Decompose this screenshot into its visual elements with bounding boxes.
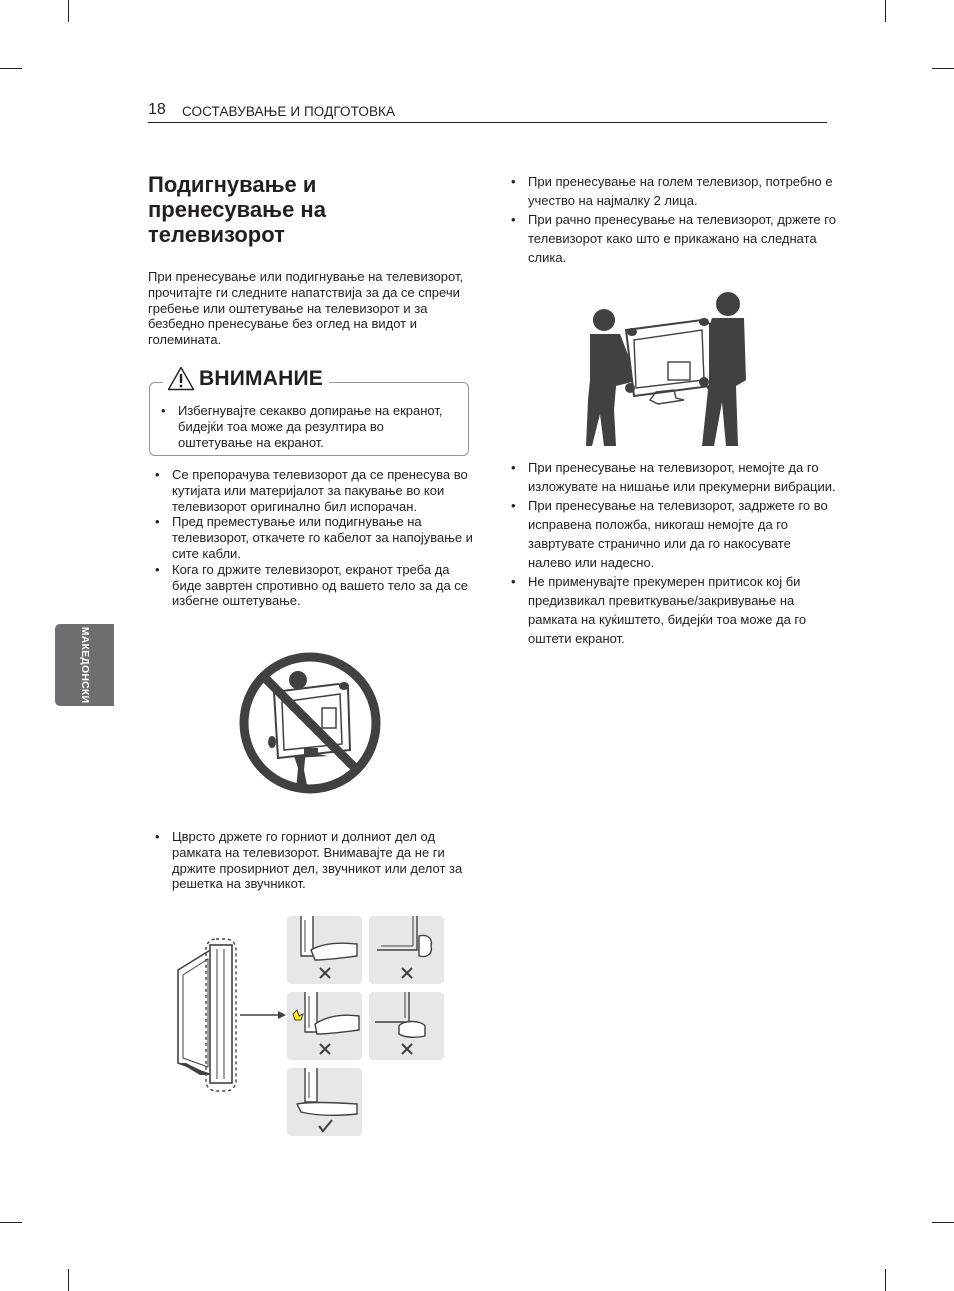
caution-item: • Избегнувајте секакво допирање на екранот, бидејќи тоа може да резултира во оштетување на екранот.	[156, 403, 456, 450]
crop-mark	[68, 1269, 69, 1291]
crop-mark	[932, 68, 954, 69]
caution-label: ВНИМАНИЕ	[199, 366, 323, 390]
handling-list	[150, 467, 480, 609]
list-item: • Не применувајте прекумерен притисок кој би предизвикал превиткување/закривување на рамката на куќиштето, бидејќи тоа може да го оштети екранот.	[506, 572, 836, 648]
intro-paragraph: При пренесување или подигнување на телевизорот, прочитајте ги следните напатствија за да се спречи гребење или оштетување на телевизорот и за безбедно пренесување без оглед на видот и големината.	[148, 269, 464, 348]
grip-list	[150, 829, 480, 892]
cross-mark-icon	[402, 1044, 412, 1054]
caution-box	[149, 366, 469, 456]
list-item: • Цврсто држете го горниот и долниот дел од рамката на телевизорот. Внимавајте да не ги држите проѕирниот дел, звучникот или делот за решетка на звучникот.	[150, 829, 480, 892]
warning-triangle-icon	[167, 366, 195, 391]
running-header	[148, 100, 827, 123]
tv-side-view-illustration	[170, 935, 290, 1095]
crop-mark	[932, 1222, 954, 1223]
carrying-people-list	[506, 172, 836, 267]
crop-mark	[885, 1269, 886, 1291]
language-tab	[55, 624, 114, 706]
page-number: 18	[148, 101, 166, 118]
list-item: • При пренесување на телевизорот, задржете го во исправена положба, никогаш немојте да го завртувате странично или да го накосувате налево или надесно.	[506, 496, 836, 572]
section-title: СОСТАВУВАЊЕ И ПОДГОТОВКА	[182, 104, 396, 119]
grip-example-wrong-3	[287, 992, 362, 1060]
page-title: Подигнување и пренесување на телевизорот	[148, 172, 326, 247]
cross-mark-icon	[320, 968, 330, 978]
cross-mark-icon	[320, 1044, 330, 1054]
crop-mark	[68, 0, 69, 22]
grip-example-wrong-2	[369, 916, 444, 984]
grip-example-wrong-4	[369, 992, 444, 1060]
cross-mark-icon	[402, 968, 412, 978]
transport-warnings-list	[506, 458, 836, 648]
list-item: • При рачно пренесување на телевизорот, држете го телевизорот како што е прикажано на следната слика.	[506, 210, 836, 267]
crop-mark	[0, 68, 22, 69]
grip-example-wrong-1	[287, 916, 362, 984]
language-tab-label: МАКЕДОНСКИ	[78, 626, 91, 704]
grip-example-correct	[287, 1068, 362, 1136]
caution-list	[156, 403, 456, 450]
list-item: • Се препорачува телевизорот да се пренесува во кутијата или материјалот за пакување во кои телевизорот оригинално бил испорачан.	[150, 467, 480, 514]
crop-mark	[885, 0, 886, 22]
two-person-carry-illustration	[586, 290, 748, 448]
list-item: • При пренесување на голем телевизор, потребно е учество на најмалку 2 лица.	[506, 172, 836, 210]
check-mark-icon	[319, 1120, 332, 1131]
list-item: • Пред преместување или подигнување на телевизорот, откачете го кабелот за напојување и сите кабли.	[150, 514, 480, 561]
prohibited-carry-illustration	[236, 650, 384, 796]
list-item: • При пренесување на телевизорот, немојте да го изложувате на нишање или прекумерни вибрации.	[506, 458, 836, 496]
crop-mark	[0, 1222, 22, 1223]
list-item: • Кога го држите телевизорот, екранот треба да биде завртен спротивно од вашето тело за да се избегне оштетување.	[150, 562, 480, 609]
caution-heading	[163, 366, 329, 391]
